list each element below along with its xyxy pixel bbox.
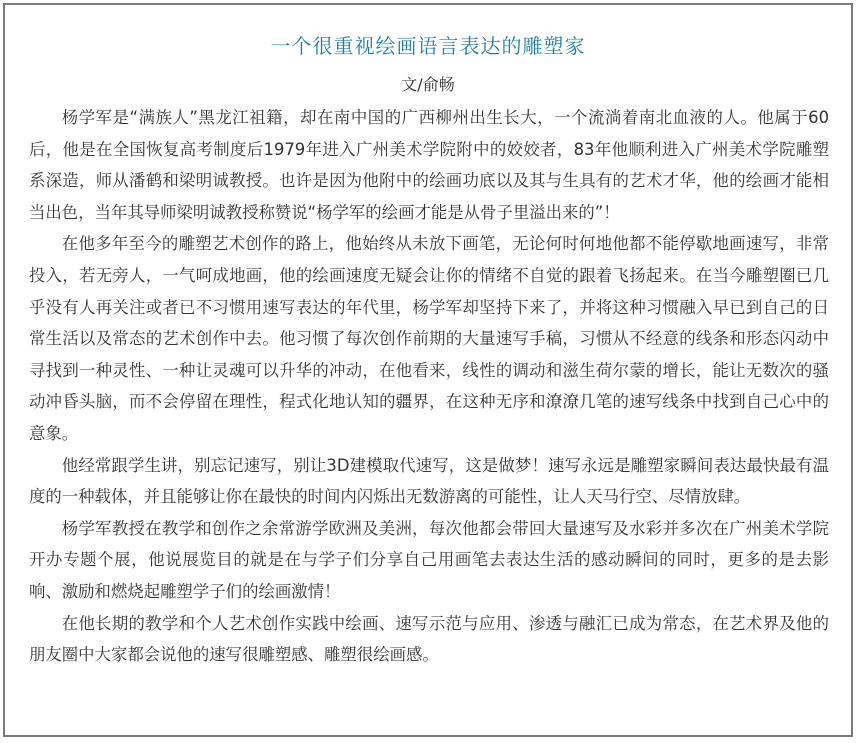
paragraph: 在他长期的教学和个人艺术创作实践中绘画、速写示范与应用、渗透与融汇已成为常态，在艺术界及他的朋友圈中大家都会说他的速写很雕塑感、雕塑很绘画感。 [29,613,829,665]
article-frame [3,3,853,737]
paragraph: 杨学军教授在教学和创作之余常游学欧洲及美洲，每次他都会带回大量速写及水彩并多次在广州美术学院开办专题个展，他说展览目的就是在与学子们分享自己用画笔去表达生活的感动瞬间的同时，更多的是去影响、激励和燃烧起雕塑学子们的绘画激情！ [29,518,829,601]
article-body [29,102,829,671]
article-author: 文/俞畅 [401,75,455,94]
article-title: 一个很重视绘画语言表达的雕塑家 [270,34,586,58]
paragraph: 在他多年至今的雕塑艺术创作的路上，他始终从未放下画笔，无论何时何地他都不能停歇地画速写，非常投入，若无旁人，一气呵成地画，他的绘画速度无疑会让你的情绪不自觉的跟着飞扬起来。在当今雕塑圈已几乎没有人再关注或者已不习惯用速写表达的年代里，杨学军却坚持下来了，并将这种习惯融入早已到自己的日常生活以及常态的艺术创作中去。他习惯了每次创作前期的大量速写手稿，习惯从不经意的线条和形态闪动中寻找到一种灵性、一种让灵魂可以升华的冲动，在他看来，线性的调动和滋生荷尔蒙的增长，能让无数次的骚动冲昏头脑，而不会停留在理性，程式化地认知的疆界，在这种无序和潦潦几笔的速写线条中找到自己心中的意象。 [29,234,829,443]
paragraph: 他经常跟学生讲，别忘记速写，别让3D建模取代速写，这是做梦！速写永远是雕塑家瞬间表达最快最有温度的一种载体，并且能够让你在最快的时间内闪烁出无数游离的可能性，让人天马行空、尽情放肆。 [29,455,829,507]
paragraph: 杨学军是“满族人”黑龙江祖籍，却在南中国的广西柳州出生长大，一个流淌着南北血液的人。他属于60后，他是在全国恢复高考制度后1979年进入广州美术学院附中的姣姣者，83年他顺利进入广州美术学院雕塑系深造，师从潘鹤和梁明诚教授。也许是因为他附中的绘画功底以及其与生具有的艺术才华，他的绘画才能相当出色，当年其导师梁明诚教授称赞说“杨学军的绘画才能是从骨子里溢出来的”！ [29,108,829,222]
